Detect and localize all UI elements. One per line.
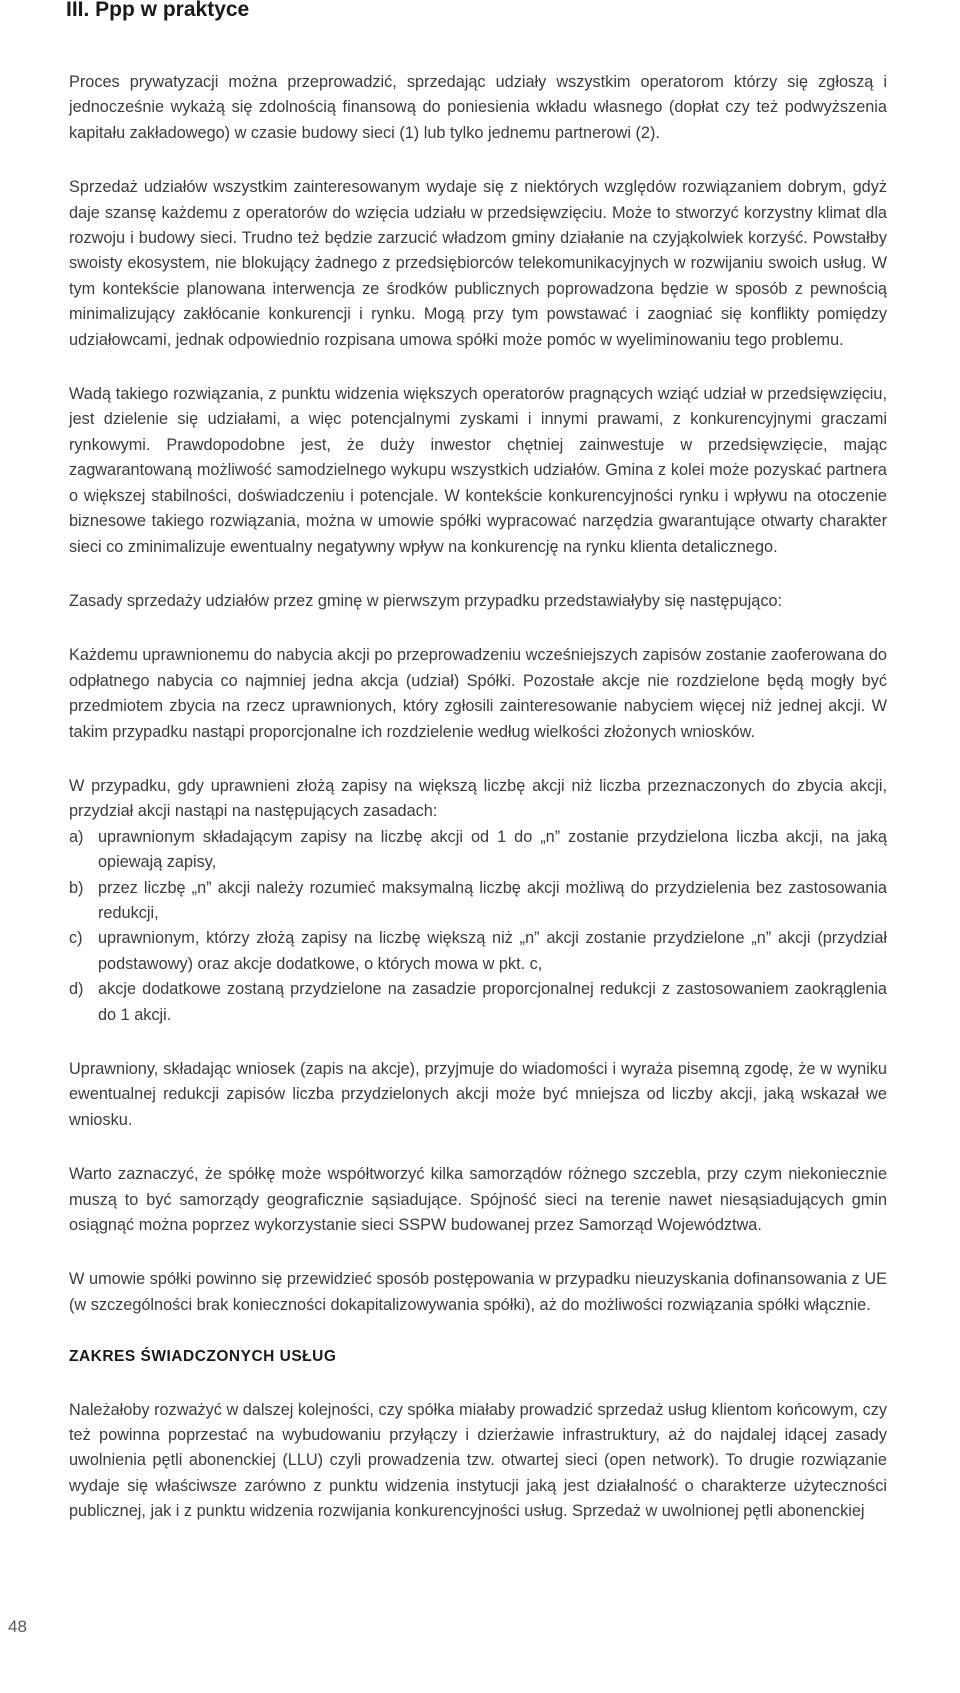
list-item-text: uprawnionym, którzy złożą zapisy na liczbę większą niż „n” akcji zostanie przydzielone „n” akcji (przydział podstawowy) oraz akcje dodatkowe, o których mowa w pkt. c, [98, 929, 887, 973]
section-title: III. Ppp w praktyce [66, 0, 250, 21]
paragraph: Każdemu uprawnionemu do nabycia akcji po przeprowadzeniu wcześniejszych zapisów zostanie zaoferowana do odpłatnego nabycia co najmniej jedna akcja (udział) Spółki. Pozostałe akcje nie rozdzielone będą mogły być przedmiotem zbycia na rzecz uprawnionych, który zgłosili zainteresowanie nabyciem więcej niż jednej akcji. W takim przypadku nastąpi proporcjonalne ich rozdzielenie według wielkości złożonych wniosków. [69, 646, 887, 741]
list-marker: b) [69, 878, 84, 897]
paragraph: W umowie spółki powinno się przewidzieć sposób postępowania w przypadku nieuzyskania dofinansowania z UE (w szczególności brak konieczności dokapitalizowywania spółki), aż do możliwości rozwiązania spółki włącznie. [69, 1270, 887, 1314]
paragraph: Zasady sprzedaży udziałów przez gminę w pierwszym przypadku przedstawiałyby się następująco: [69, 591, 783, 610]
subsection-heading: ZAKRES ŚWIADCZONYCH USŁUG [69, 1348, 337, 1366]
page-number: 48 [8, 1617, 27, 1636]
list-item-text: przez liczbę „n” akcji należy rozumieć maksymalną liczbę akcji możliwą do przydzielenia bez zastosowania redukcji, [98, 878, 887, 922]
paragraph: W przypadku, gdy uprawnieni złożą zapisy na większą liczbę akcji niż liczba przeznaczonych do zbycia akcji, przydział akcji nastąpi na następujących zasadach: [69, 776, 887, 821]
list-marker: d) [69, 980, 84, 999]
list-item [69, 926, 887, 977]
list-item [69, 876, 887, 927]
paragraph: Wadą takiego rozwiązania, z punktu widzenia większych operatorów pragnących wziąć udział w przedsięwzięciu, jest dzielenie się udziałami, a więc potencjalnymi zyskami i innymi prawami, z konkurencyjnymi graczami rynkowymi. Prawdopodobne jest, że duży inwestor chętniej zainwestuje w przedsięwzięcie, mając zagwarantowaną możliwość samodzielnego wykupu wszystkich udziałów. Gmina z kolei może pozyskać partnera o większej stabilności, doświadczeniu i potencjale. W kontekście konkurencyjności rynku i wpływu na otoczenie biznesowe takiego rozwiązania, można w umowie spółki wypracować narzędzia gwarantujące otwarty charakter sieci co zminimalizuje ewentualny negatywny wpływ na konkurencję na rynku klienta detalicznego. [69, 385, 887, 556]
document-body [69, 70, 887, 1525]
paragraph: Proces prywatyzacji można przeprowadzić, sprzedając udziały wszystkim operatorom którzy się zgłoszą i jednocześnie wykażą się zdolnością finansową do poniesienia wkładu własnego (dopłat czy też podwyższenia kapitału zakładowego) w czasie budowy sieci (1) lub tylko jednemu partnerowi (2). [69, 73, 887, 142]
list-marker: a) [69, 827, 84, 846]
list-item [69, 825, 887, 876]
allocation-list [69, 825, 887, 1028]
paragraph: Należałoby rozważyć w dalszej kolejności, czy spółka miałaby prowadzić sprzedaż usług klientom końcowym, czy też powinna poprzestać na wybudowaniu przyłączy i dzierżawie infrastruktury, aż do najdalej idącej zasady uwolnienia pętli abonenckiej (LLU) czyli prowadzenia tzw. otwartej sieci (open network). To drugie rozwiązanie wydaje się właściwsze zarówno z punktu widzenia instytucji jaką jest działalność o charakterze użyteczności publicznej, jak i z punktu widzenia rozwijania konkurencyjności usług. Sprzedaż w uwolnionej pętli abonenckiej [69, 1400, 888, 1521]
paragraph: Uprawniony, składając wniosek (zapis na akcje), przyjmuje do wiadomości i wyraża pisemną zgodę, że w wyniku ewentualnej redukcji zapisów liczba przydzielonych akcji może być mniejsza od liczby akcji, jaką wskazał we wniosku. [69, 1060, 887, 1129]
list-item [69, 977, 887, 1028]
list-marker: c) [69, 929, 83, 948]
paragraph: Sprzedaż udziałów wszystkim zainteresowanym wydaje się z niektórych względów rozwiązaniem dobrym, gdyż daje szansę każdemu z operatorów do wzięcia udziału w przedsięwzięciu. Może to stworzyć korzystny klimat dla rozwoju i budowy sieci. Trudno też będzie zarzucić władzom gminy działanie na czyjąkolwiek korzyść. Powstałby swoisty ekosystem, nie blokujący żadnego z przedsiębiorców telekomunikacyjnych w rozwijaniu swoich usług. W tym kontekście planowana interwencja ze środków publicznych poprowadzona będzie w sposób z pewnością minimalizujący zakłócanie konkurencji i rynku. Mogą przy tym powstawać i zaogniać się konflikty pomiędzy udziałowcami, jednak odpowiednio rozpisana umowa spółki może pomóc w wyeliminowaniu tego problemu. [69, 178, 887, 349]
list-item-text: akcje dodatkowe zostaną przydzielone na zasadzie proporcjonalnej redukcji z zastosowaniem zaokrąglenia do 1 akcji. [98, 980, 887, 1024]
paragraph: Warto zaznaczyć, że spółkę może współtworzyć kilka samorządów różnego szczebla, przy czym niekoniecznie muszą to być samorządy geograficznie sąsiadujące. Spójność sieci na terenie nawet niesąsiadujących gmin osiągnąć można poprzez wykorzystanie sieci SSPW budowanej przez Samorząd Województwa. [69, 1165, 887, 1235]
list-item-text: uprawnionym składającym zapisy na liczbę akcji od 1 do „n” zostanie przydzielona liczba akcji, na jaką opiewają zapisy, [98, 827, 887, 872]
